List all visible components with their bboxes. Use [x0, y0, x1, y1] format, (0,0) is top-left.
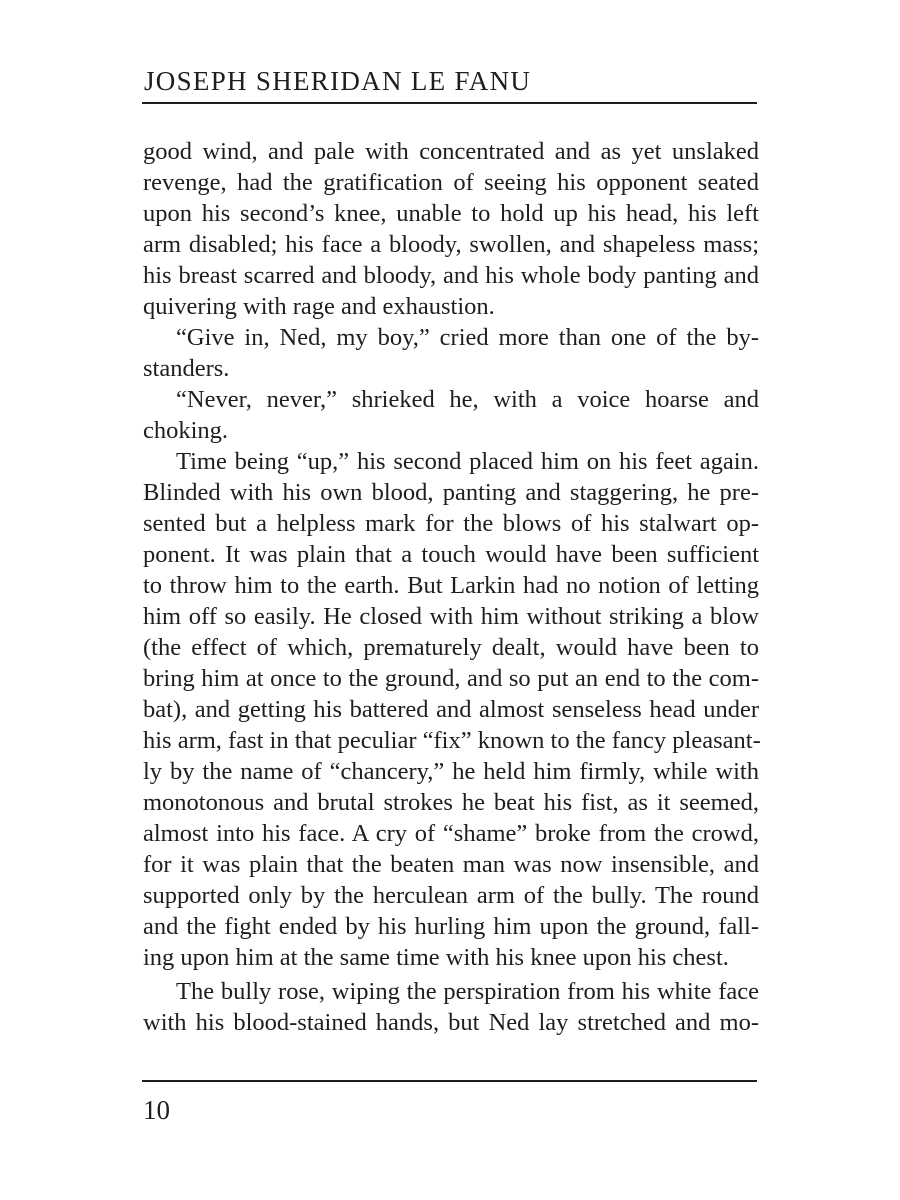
text-line: “Never, never,” shrieked he, with a voice hoarse and: [176, 386, 759, 413]
text-line: good wind, and pale with concentrated and as yet unslaked: [143, 138, 759, 165]
text-line: (the effect of which, prematurely dealt, would have been to: [143, 634, 759, 661]
text-line: bat), and getting his battered and almost senseless head under: [143, 696, 759, 723]
footer-rule: [142, 1080, 757, 1082]
text-line: choking.: [143, 417, 229, 444]
text-line: Blinded with his own blood, panting and staggering, he pre-: [143, 479, 759, 506]
running-head: [142, 62, 757, 104]
text-line: quivering with rage and exhaustion.: [143, 293, 495, 320]
text-line: ponent. It was plain that a touch would have been sufficient: [143, 541, 759, 568]
text-line: upon his second’s knee, unable to hold up his head, his left: [143, 200, 759, 227]
text-line: with his blood-stained hands, but Ned lay stretched and mo-: [143, 1009, 759, 1036]
text-line: supported only by the herculean arm of the bully. The round: [143, 882, 759, 909]
text-line: sented but a helpless mark for the blows of his stalwart op-: [143, 510, 759, 537]
text-line: revenge, had the gratification of seeing his opponent seated: [143, 169, 759, 196]
text-line: “Give in, Ned, my boy,” cried more than one of the by-: [176, 324, 759, 351]
text-line: to throw him to the earth. But Larkin had no notion of letting: [143, 572, 759, 599]
text-line: Time being “up,” his second placed him on his feet again.: [176, 448, 759, 475]
text-line: his arm, fast in that peculiar “fix” known to the fancy pleasant-: [143, 727, 761, 754]
text-line: almost into his face. A cry of “shame” broke from the crowd,: [143, 820, 759, 847]
text-line: bring him at once to the ground, and so put an end to the com-: [143, 665, 759, 692]
text-line: monotonous and brutal strokes he beat his fist, as it seemed,: [143, 789, 759, 816]
text-line: ing upon him at the same time with his knee upon his chest.: [143, 944, 729, 971]
text-line: and the fight ended by his hurling him upon the ground, fall-: [143, 913, 759, 940]
body-text: [143, 136, 759, 1038]
text-line: standers.: [143, 355, 230, 382]
text-line: arm disabled; his face a bloody, swollen, and shapeless mass;: [143, 231, 759, 258]
text-line: his breast scarred and bloody, and his whole body panting and: [143, 262, 759, 289]
running-head-title: JOSEPH SHERIDAN LE FANU: [144, 66, 532, 96]
text-line: The bully rose, wiping the perspiration from his white face: [176, 978, 759, 1005]
text-line: him off so easily. He closed with him without striking a blow: [143, 603, 759, 630]
page-number: 10: [143, 1095, 170, 1125]
text-line: ly by the name of “chancery,” he held him firmly, while with: [143, 758, 759, 785]
text-line: for it was plain that the beaten man was now insensible, and: [143, 851, 759, 878]
